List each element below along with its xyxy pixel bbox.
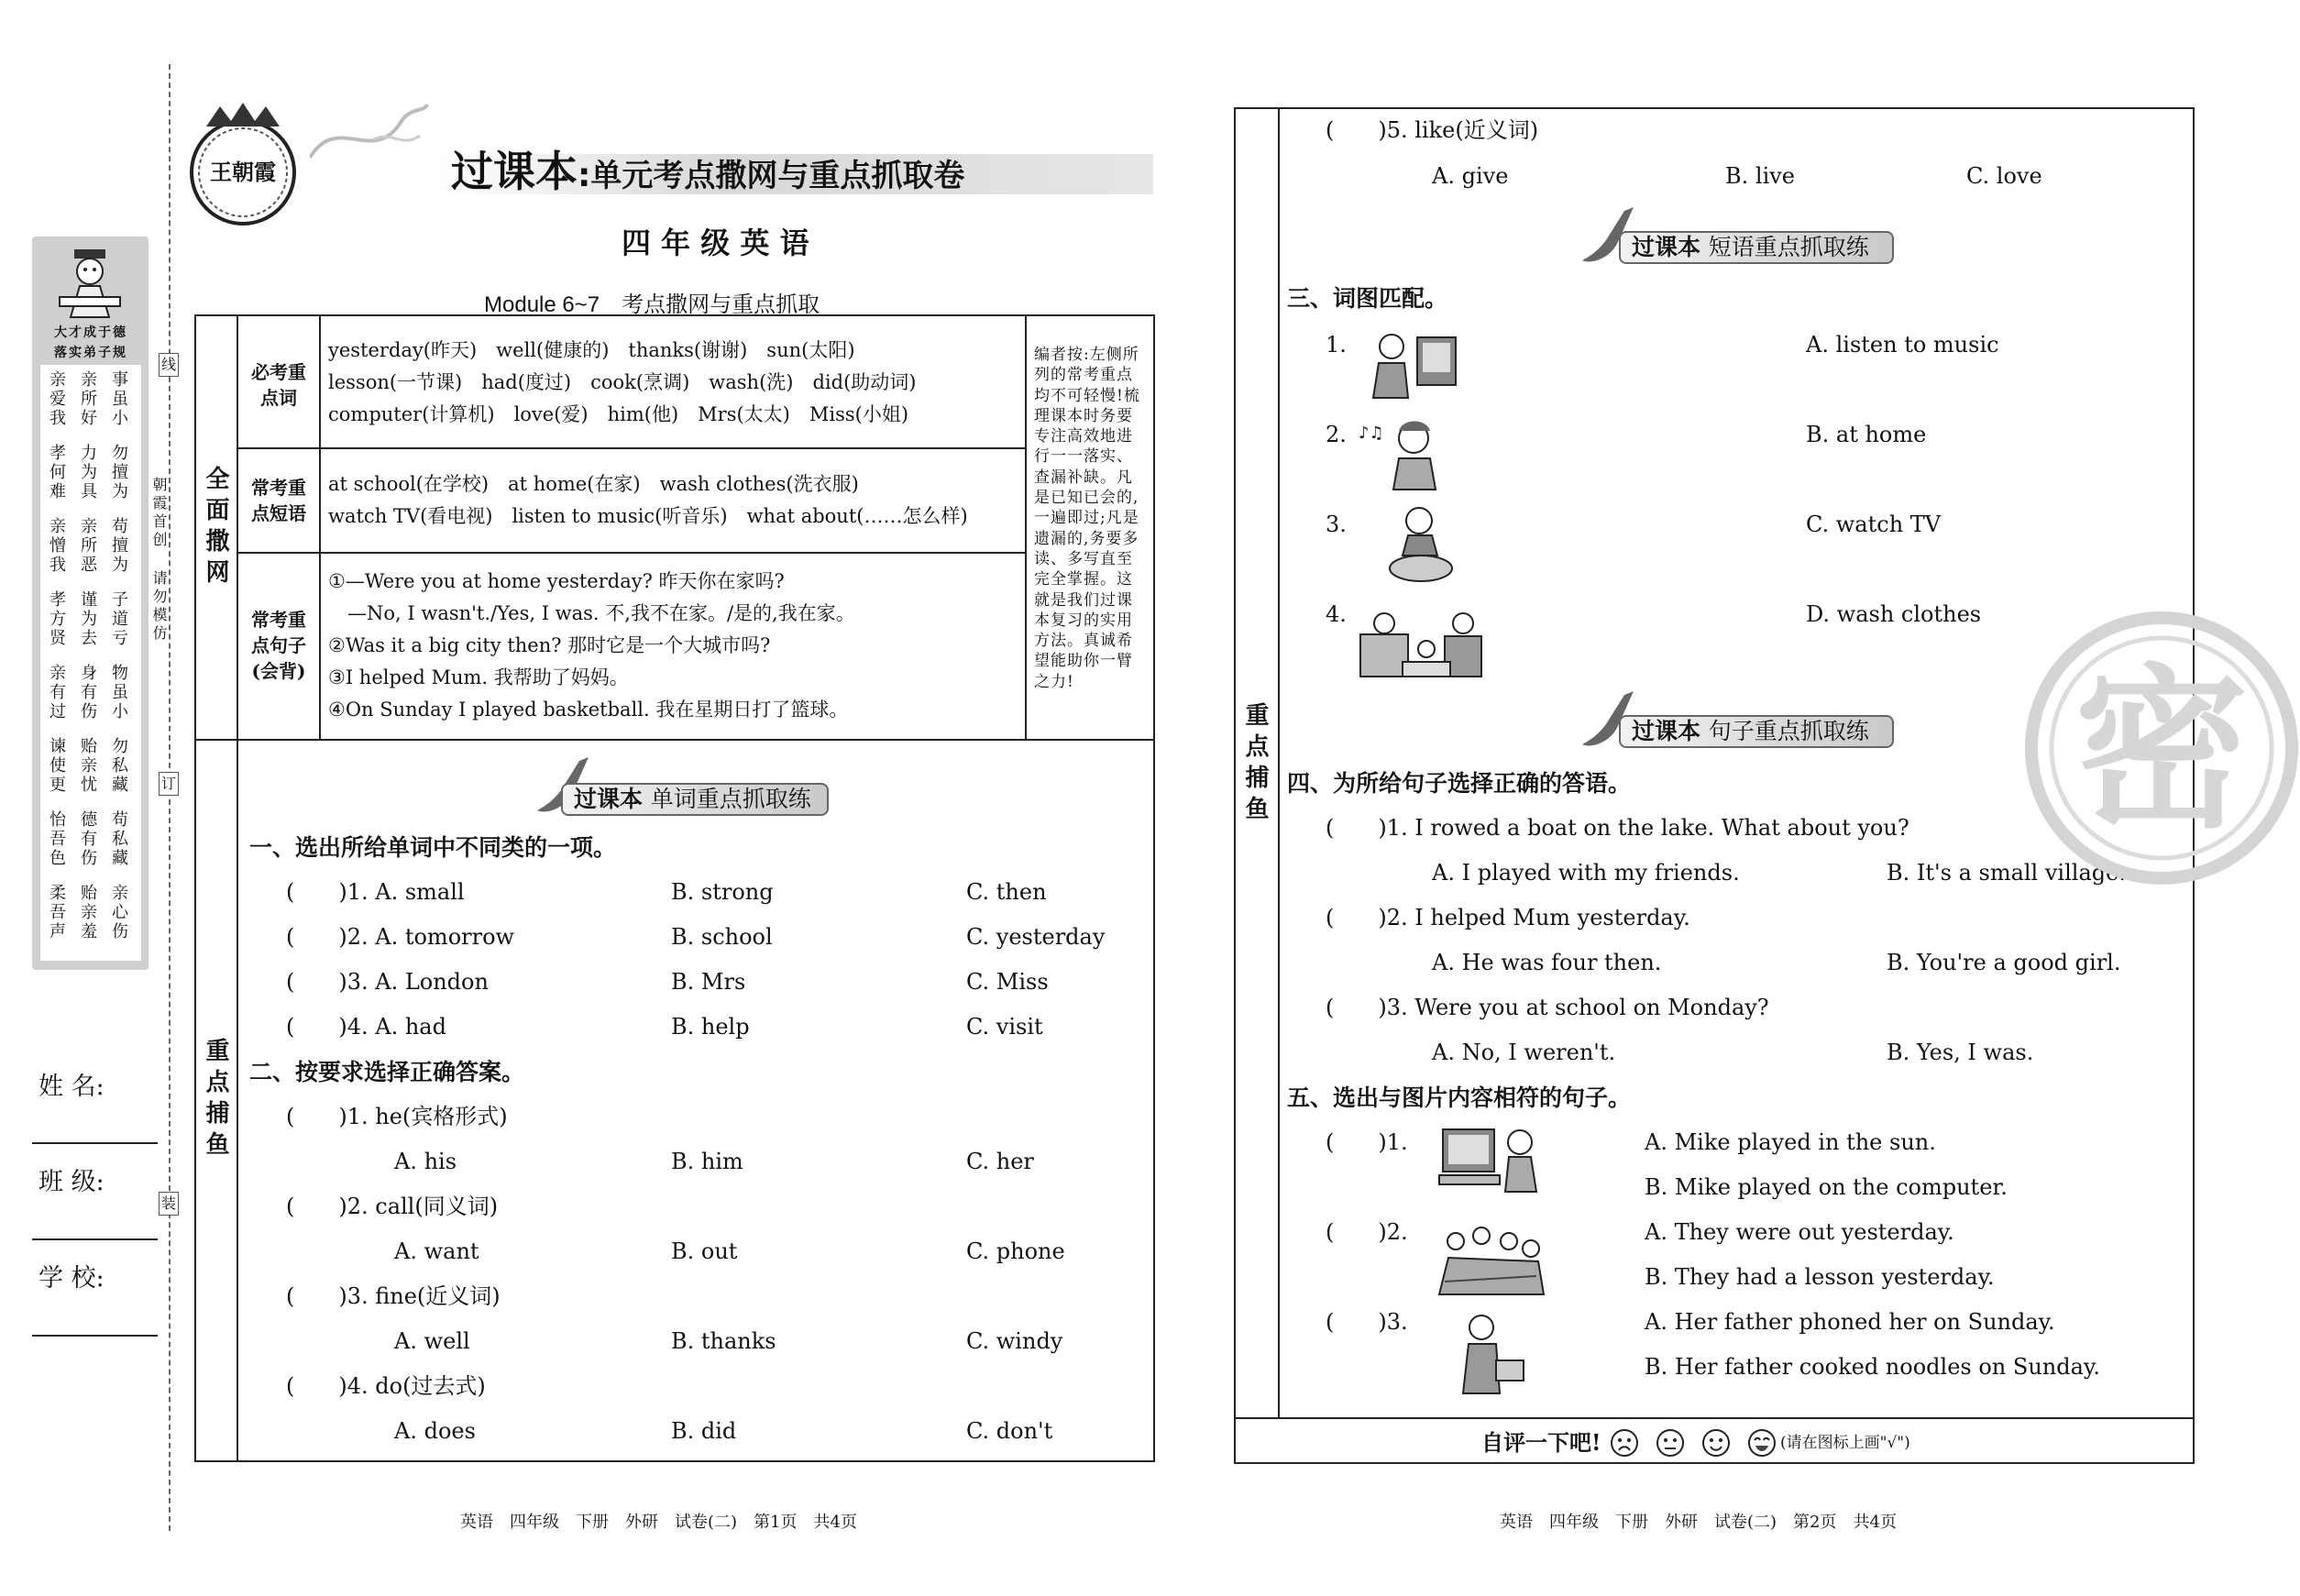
- module-title: Module 6~7 考点撒网与重点抓取: [484, 292, 820, 317]
- phrase-line-2: watch TV(看电视) listen to music(听音乐) what about(……怎么样): [328, 505, 968, 527]
- s1-q1-c: C. then: [966, 879, 1047, 905]
- s1-q3-c: C. Miss: [966, 969, 1049, 995]
- s2-q4-c: C. don't: [966, 1418, 1053, 1444]
- poem-column: 孝方贤: [47, 590, 66, 648]
- sentence-line-5: ④On Sunday I played basketball. 我在星期日打了篮球。: [328, 699, 849, 721]
- s1-q3: ( )3. A. London: [286, 969, 489, 995]
- s2-q5-b: B. live: [1725, 163, 1796, 189]
- poem-column: 亲憎我: [47, 517, 66, 575]
- scholar-figure-icon: [52, 246, 127, 321]
- word-banner-name: 单词重点抓取练: [650, 786, 811, 812]
- s3-num-3: 3.: [1326, 512, 1347, 537]
- title-main-text: 过课本: [451, 147, 578, 196]
- poem-column: 亲心伤: [109, 884, 128, 941]
- phrase-line-1: at school(在学校) at home(在家) wash clothes(洗衣服): [328, 473, 859, 495]
- section2-title: 二、按要求选择正确答案。: [249, 1059, 525, 1085]
- self-eval-label: 自评一下吧!: [1481, 1429, 1601, 1456]
- grade-title: 四 年 级 英 语: [622, 226, 809, 260]
- s2-q2-a: A. want: [394, 1238, 479, 1264]
- s2-q3: ( )3. fine(近义词): [286, 1283, 501, 1309]
- s3-option-c: C. watch TV: [1806, 512, 1942, 537]
- name-label: 姓 名:: [39, 1073, 105, 1101]
- poem-column: 谏使更: [47, 737, 66, 795]
- s1-q2-c: C. yesterday: [966, 924, 1106, 950]
- vocab-line-2: lesson(一节课) had(度过) cook(烹调) wash(洗) did(助动词): [328, 371, 917, 393]
- binding-label-3: 装: [159, 1192, 179, 1216]
- word-banner-prefix: 过课本: [574, 786, 644, 812]
- poem-column: 苟擅为: [109, 517, 128, 575]
- poem-column: 亲所好: [78, 370, 97, 428]
- poem-column: 事虽小: [109, 370, 128, 428]
- s2-q3-a: A. well: [394, 1328, 470, 1354]
- neutral-face-icon[interactable]: [1656, 1428, 1685, 1458]
- poem-box: [40, 365, 141, 961]
- s2-q5: ( )5. like(近义词): [1326, 117, 1539, 143]
- s3-option-a: A. listen to music: [1806, 332, 1999, 358]
- poem-column: 怡吾色: [47, 810, 66, 868]
- confidential-stamp: [2024, 611, 2299, 886]
- s4-q2-b: B. You're a good girl.: [1887, 950, 2121, 975]
- laugh-face-icon[interactable]: [1747, 1428, 1777, 1458]
- s2-q1-c: C. her: [966, 1149, 1034, 1174]
- svg-text:♪♫: ♪♫: [1359, 424, 1384, 443]
- s2-q3-b: B. thanks: [671, 1328, 776, 1354]
- editor-note: 编者按:左侧所列的常考重点均不可轻慢!梳理课本时务要专注高效地进行一一落实、查漏补缺。凡是已知已会的,一遍即过;凡是遗漏的,务要多读、多写直至完全掌握。这就是我们过课本复习的实用方法。真诚希望能助你一臂之力!: [1034, 346, 1140, 691]
- overview-col-label: 全面撒网: [202, 466, 229, 590]
- s1-q4-c: C. visit: [966, 1014, 1043, 1040]
- school-underline: [32, 1335, 158, 1337]
- poem-column: 柔吾声: [47, 884, 66, 941]
- picture-group-outdoors: [1436, 1221, 1546, 1296]
- s2-q3-c: C. windy: [966, 1328, 1063, 1354]
- name-underline: [32, 1142, 158, 1144]
- poem-column: 身有伤: [78, 664, 97, 721]
- note-col-divider: [1025, 314, 1027, 740]
- s5-q1-a: A. Mike played in the sun.: [1645, 1129, 1936, 1155]
- sidebar-panel: [32, 237, 149, 970]
- s1-q1-b: B. strong: [671, 879, 774, 905]
- s2-q1-a: A. his: [394, 1149, 457, 1174]
- s4-q1-b: B. It's a small village.: [1887, 860, 2126, 886]
- picture-computer: [1436, 1120, 1546, 1194]
- poem-column: 勿私藏: [109, 737, 128, 795]
- left-col-divider: [237, 314, 238, 1462]
- binding-line: [169, 64, 171, 1531]
- poem-column: 子道亏: [109, 590, 128, 648]
- s5-q2-b: B. They had a lesson yesterday.: [1645, 1264, 1995, 1290]
- ribbon-decoration: [310, 103, 429, 176]
- row1-label: 必考重点词: [251, 361, 306, 409]
- s2-q4-b: B. did: [671, 1418, 737, 1444]
- class-label: 班 级:: [39, 1168, 105, 1196]
- self-eval-hint: (请在图标上画"√"): [1780, 1434, 1910, 1452]
- s4-q1-a: A. I played with my friends.: [1432, 860, 1740, 886]
- s1-q2-b: B. school: [671, 924, 773, 950]
- seal-no-copy: 请勿模仿: [150, 570, 168, 644]
- s2-q5-a: A. give: [1432, 163, 1509, 189]
- row2-label: 常考重点短语: [251, 477, 306, 524]
- s5-q2: ( )2.: [1326, 1219, 1408, 1245]
- picture-father-cooking: [1445, 1311, 1533, 1399]
- stamp-char: 密: [2074, 649, 2250, 852]
- poem-column: 亲有过: [47, 664, 66, 721]
- poem-column: 物虽小: [109, 664, 128, 721]
- s3-option-b: B. at home: [1806, 422, 1927, 447]
- vocab-line-1: yesterday(昨天) well(健康的) thanks(谢谢) sun(太阳): [328, 339, 855, 361]
- picture-listening-music: [1357, 411, 1459, 491]
- s5-q3-b: B. Her father cooked noodles on Sunday.: [1645, 1354, 2100, 1380]
- s2-q1: ( )1. he(宾格形式): [286, 1104, 508, 1129]
- row-divider-1: [237, 447, 1027, 449]
- s4-q1: ( )1. I rowed a boat on the lake. What about you?: [1326, 815, 1909, 841]
- section4-title: 四、为所给句子选择正确的答语。: [1287, 770, 1632, 797]
- poem-column: 德有伤: [78, 810, 97, 868]
- poem-column: 贻亲忧: [78, 737, 97, 795]
- section1-title: 一、选出所给单词中不同类的一项。: [249, 834, 617, 861]
- s4-q3-a: A. No, I weren't.: [1432, 1040, 1616, 1065]
- s2-q2: ( )2. call(同义词): [286, 1194, 499, 1219]
- s5-q2-a: A. They were out yesterday.: [1645, 1219, 1954, 1245]
- s5-q1-b: B. Mike played on the computer.: [1645, 1174, 2008, 1200]
- sentence-line-4: ③I helped Mum. 我帮助了妈妈。: [328, 666, 629, 688]
- section5-title: 五、选出与图片内容相符的句子。: [1287, 1084, 1632, 1111]
- poem-column: 谨为去: [78, 590, 97, 648]
- sentence-line-1: ①—Were you at home yesterday? 昨天你在家吗?: [328, 570, 785, 592]
- row3-label: 常考重点句子(会背): [251, 609, 306, 682]
- s3-num-1: 1.: [1326, 332, 1347, 358]
- picture-watching-tv: [1360, 321, 1463, 402]
- poem-column: 勿擅为: [109, 444, 128, 501]
- binding-label-2: 订: [159, 772, 179, 796]
- poem-column: 孝何难: [47, 444, 66, 501]
- overview-bottom: [194, 739, 1155, 741]
- focus-col-label-left: 重点捕鱼: [202, 1038, 229, 1162]
- word-drill-banner: [561, 783, 829, 816]
- s2-q4: ( )4. do(过去式): [286, 1373, 486, 1399]
- s2-q2-b: B. out: [671, 1238, 738, 1264]
- s2-q5-c: C. love: [1966, 163, 2042, 189]
- section3-title: 三、词图匹配。: [1287, 285, 1448, 312]
- s3-num-2: 2.: [1326, 422, 1347, 447]
- label-col-divider: [319, 314, 321, 740]
- s5-q3: ( )3.: [1326, 1309, 1408, 1335]
- poem-column: 贻亲羞: [78, 884, 97, 941]
- row-divider-2: [237, 552, 1027, 554]
- s5-q3-a: A. Her father phoned her on Sunday.: [1645, 1309, 2055, 1335]
- title-main: [451, 147, 965, 196]
- poem-column: 苟私藏: [109, 810, 128, 868]
- vocab-line-3: computer(计算机) love(爱) him(他) Mrs(太太) Miss(小姐): [328, 403, 909, 425]
- logo-text: 王朝霞: [210, 159, 276, 185]
- poem-column: 亲爱我: [47, 370, 66, 428]
- s2-q2-c: C. phone: [966, 1238, 1065, 1264]
- s1-q2: ( )2. A. tomorrow: [286, 924, 515, 950]
- binding-label-1: 线: [159, 353, 179, 377]
- seal-original: 朝霞首创: [150, 477, 168, 550]
- s4-q2: ( )2. I helped Mum yesterday.: [1326, 905, 1690, 930]
- footer-page-1: 英语 四年级 下册 外研 试卷(二) 第1页 共4页: [460, 1513, 857, 1532]
- s1-q4: ( )4. A. had: [286, 1014, 446, 1040]
- smile-face-icon[interactable]: [1701, 1428, 1731, 1458]
- class-underline: [32, 1238, 158, 1240]
- s3-num-4: 4.: [1326, 601, 1347, 627]
- footer-page-2: 英语 四年级 下册 外研 试卷(二) 第2页 共4页: [1500, 1513, 1897, 1532]
- poem-column: 力为具: [78, 444, 97, 501]
- s1-q4-b: B. help: [671, 1014, 750, 1040]
- phrase-banner-prefix: 过课本: [1632, 234, 1701, 260]
- s1-q1: ( )1. A. small: [286, 879, 465, 905]
- sad-face-icon[interactable]: [1610, 1428, 1639, 1458]
- sidebar-motto-1: 大才成于德: [54, 325, 127, 340]
- s5-q1: ( )1.: [1326, 1129, 1408, 1155]
- poem-column: 亲所恶: [78, 517, 97, 575]
- title-sub-text: 单元考点撒网与重点抓取卷: [590, 158, 965, 194]
- title-colon: :: [578, 157, 591, 194]
- s3-option-d: D. wash clothes: [1806, 601, 1982, 627]
- right-col-divider: [1278, 107, 1280, 1418]
- sidebar-motto-2: 落实弟子规: [54, 346, 127, 360]
- sentence-banner-name: 句子重点抓取练: [1708, 718, 1869, 744]
- picture-family-at-home: [1357, 609, 1494, 693]
- self-eval-divider: [1234, 1417, 2195, 1419]
- s4-q3-b: B. Yes, I was.: [1887, 1040, 2034, 1065]
- s4-q3: ( )3. Were you at school on Monday?: [1326, 995, 1769, 1020]
- sentence-line-3: ②Was it a big city then? 那时它是一个大城市吗?: [328, 634, 771, 656]
- sentence-drill-banner: [1619, 715, 1894, 748]
- s2-q4-a: A. does: [394, 1418, 476, 1444]
- picture-washing-clothes: [1375, 501, 1467, 589]
- school-label: 学 校:: [39, 1264, 105, 1293]
- s1-q3-b: B. Mrs: [671, 969, 746, 995]
- sentence-banner-prefix: 过课本: [1632, 718, 1701, 744]
- focus-col-label-right: 重点捕鱼: [1241, 702, 1269, 827]
- phrase-drill-banner: [1619, 231, 1894, 264]
- s2-q1-b: B. him: [671, 1149, 743, 1174]
- s4-q2-a: A. He was four then.: [1432, 950, 1662, 975]
- sentence-line-2: —No, I wasn't./Yes, I was. 不,我不在家。/是的,我在家。: [328, 602, 855, 624]
- phrase-banner-name: 短语重点抓取练: [1708, 234, 1869, 260]
- brand-logo: [174, 99, 312, 237]
